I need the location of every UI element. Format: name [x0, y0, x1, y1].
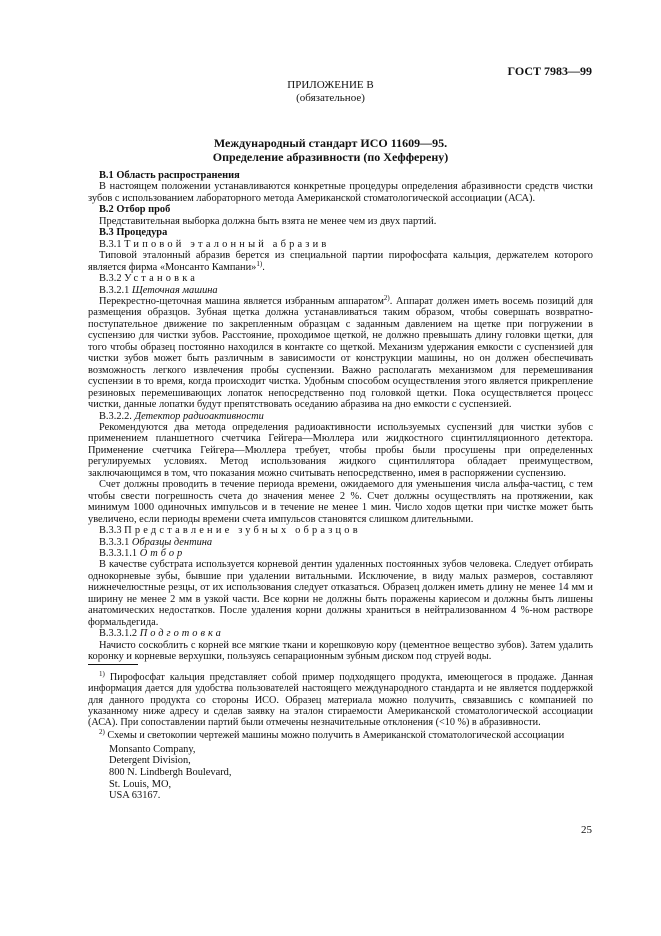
footnote-text: Схемы и светокопии чертежей машины можно получить в Американской стоматологической ассоциации [107, 730, 565, 742]
section-number: В.3.3.1 [99, 536, 130, 548]
section-b3311-text: В качестве субстрата используется корневой дентин удаленных постоянных зубов человека. Следует отбирать однокорневые зубы, бывшие при удалении витальными. Исключение, в виду малых размеров, составляют нижнечелюстные резцы, от их использования следует отказаться. Образец должен иметь длину не менее 14 мм и ширину не менее 2 мм в узкой части. Все корни не должны быть поражены кариесом и должны быть лишены анатомических недостатков. После удаления корни должны храниться в нейтрализованном 4 %-ном растворе формальдегида. [88, 559, 593, 628]
section-b331-heading [88, 537, 593, 548]
section-b31-heading [88, 239, 593, 250]
section-b3312-heading [88, 628, 593, 639]
section-number: В.3.2 [99, 273, 122, 285]
section-number: В.3.3 [99, 525, 122, 537]
page-title [0, 136, 661, 164]
section-b3311-heading [88, 548, 593, 559]
footnote-divider [88, 664, 138, 665]
address-line: 800 N. Lindbergh Boulevard, [109, 766, 232, 778]
paragraph-end: . [262, 261, 265, 273]
address-block [109, 744, 593, 802]
section-title: Подготовка [139, 628, 224, 640]
section-b321-text [88, 293, 593, 411]
section-title: Щеточная машина [131, 284, 218, 296]
page-number: 25 [581, 824, 592, 836]
section-number: В.3.2.2. [99, 410, 132, 422]
paragraph-text: Типовой эталонный абразив берется из специальной партии пирофосфата кальция, держателем которого является фирма «Монсанто Кампани» [88, 250, 593, 273]
section-b31-text [88, 250, 593, 273]
section-title: Детектор радиоактивности [134, 410, 264, 422]
footnote-mark: 1) [99, 670, 105, 678]
section-b321-heading [88, 285, 593, 296]
section-b322-text-2: Счет должны проводить в течение периода времени, ожидаемого для уменьшения числа альфа-частиц, с тем чтобы свести погрешность счета до значения менее 2 %. Счет должны осуществлять на протяжении, как минимум 1000 одиночных импульсов и в течение не менее 1 мин. Число ходов щетки при чистке может быть увеличено, если периоды времени счета импульсов становятся слишком длительными. [88, 479, 593, 525]
appendix-label: ПРИЛОЖЕНИЕ В [287, 79, 374, 91]
footnote-1 [88, 672, 593, 728]
section-number: В.3.2.1 [99, 284, 130, 296]
paragraph-text: . Аппарат должен иметь восемь позиций для размещения образцов. Зубная щетка должна устанавливаться таким образом, чтобы совершать возвратно-поступательное движение по закрепленным образцам с заданным давлением на щетке при погружении в суспензию для чистки зубов. Расстояние, проходимое щеткой, не должно превышать длину головки щетки, для того чтобы образец постоянно находился в контакте со щеткой. Механизм удержания емкости с суспензией для чистки зубов может быть различным в зависимости от конструкции машины, но он должен обеспечивать возможность легкого извлечения пробы суспензии. Важно располагать механизмом для перемешивания суспензии в то время, когда происходит чистка. Удобным способом осуществления этого является прикрепление резиновых перемешивающих лопаток непосредственно под головкой щетки. Пока осуществляется процесс чистки, данные лопатки будут препятствовать оседанию абразива на дно емкости с суспензией. [88, 295, 593, 411]
section-b2-heading: В.2 Отбор проб [99, 204, 171, 216]
section-b1-text: В настоящем положении устанавливаются конкретные процедуры определения абразивности средств чистки зубов с использованием лабораторного метода Американской стоматологической ассоциации (АСА). [88, 181, 593, 204]
address-line: St. Louis, MO, [109, 778, 172, 790]
section-title: Установка [124, 273, 199, 285]
document-code: ГОСТ 7983—99 [507, 64, 592, 78]
section-b33-heading [88, 525, 593, 536]
section-title: Отбор [139, 547, 186, 559]
footnote-mark: 2) [99, 728, 105, 737]
section-b3312-text: Начисто соскоблить с корней все мягкие ткани и корешковую кору (цементное вещество зубов). Затем удалить коронку и корневые верхушки, пользуясь сепарационным зубным диском под струей воды. [88, 639, 593, 663]
paragraph-text: Перекрестно-щеточная машина является избранным аппаратом [99, 295, 384, 307]
section-b2-text: Представительная выборка должна быть взята не менее чем из двух партий. [99, 215, 437, 227]
body-text [88, 170, 593, 662]
section-title: Типовой эталонный абразив [124, 238, 330, 250]
footnote-2 [88, 730, 593, 741]
section-b3-heading: В.3 Процедура [99, 227, 168, 239]
address-line: Monsanto Company, [109, 743, 196, 755]
title-line-2: Определение абразивности (по Хефферену) [212, 150, 449, 164]
footnote-ref-1[interactable]: 1) [256, 259, 263, 268]
section-title: Представление зубных образцов [124, 525, 361, 537]
address-line: Detergent Division, [109, 755, 191, 767]
section-number: В.3.1 [99, 238, 122, 250]
section-b322-text-1: Рекомендуются два метода определения радиоактивности используемых суспензий для чистки зубов с применением планшетного счетчика Гейгера—Мюллера или жидкостного сцинтилляционного детектора. Применение счетчика Гейгера—Мюллера требует, чтобы пробы были просушены при определенных регулируемых условиях. Метод использования жидкого сцинтиллятора обладает преимуществом, заключающимся в том, что показания можно считывать непосредственно, имея в распоряжении суспензию. [88, 421, 593, 479]
appendix-heading [0, 79, 661, 105]
footnotes [88, 672, 593, 802]
section-b1-heading: В.1 Область распространения [99, 170, 240, 181]
section-b32-heading [88, 273, 593, 284]
title-line-1: Международный стандарт ИСО 11609—95. [213, 136, 448, 150]
appendix-status: (обязательное) [296, 92, 365, 104]
address-line: USA 63167. [109, 790, 161, 802]
section-number: В.3.3.1.1 [99, 547, 138, 559]
section-title: Образцы дентина [131, 536, 213, 548]
footnote-text: Пирофосфат кальция представляет собой пример подходящего продукта, имеющегося в продаже. Данная информация дается для удобства пользователей настоящего международного стандарта и не является поддержкой для данного продукта со стороны ИСО. Образец материала можно получить, связавшись с компанией по указанному ниже адресу и сделав заявку на эталон стираемости Американской стоматологической ассоциации (АСА). При сопоставлении партий были отмечены незначительные отклонения (<10 %) в абразивности. [88, 672, 594, 729]
section-b322-heading [88, 411, 593, 422]
section-number: В.3.3.1.2 [99, 628, 138, 640]
footnote-ref-2[interactable]: 2) [383, 293, 390, 302]
